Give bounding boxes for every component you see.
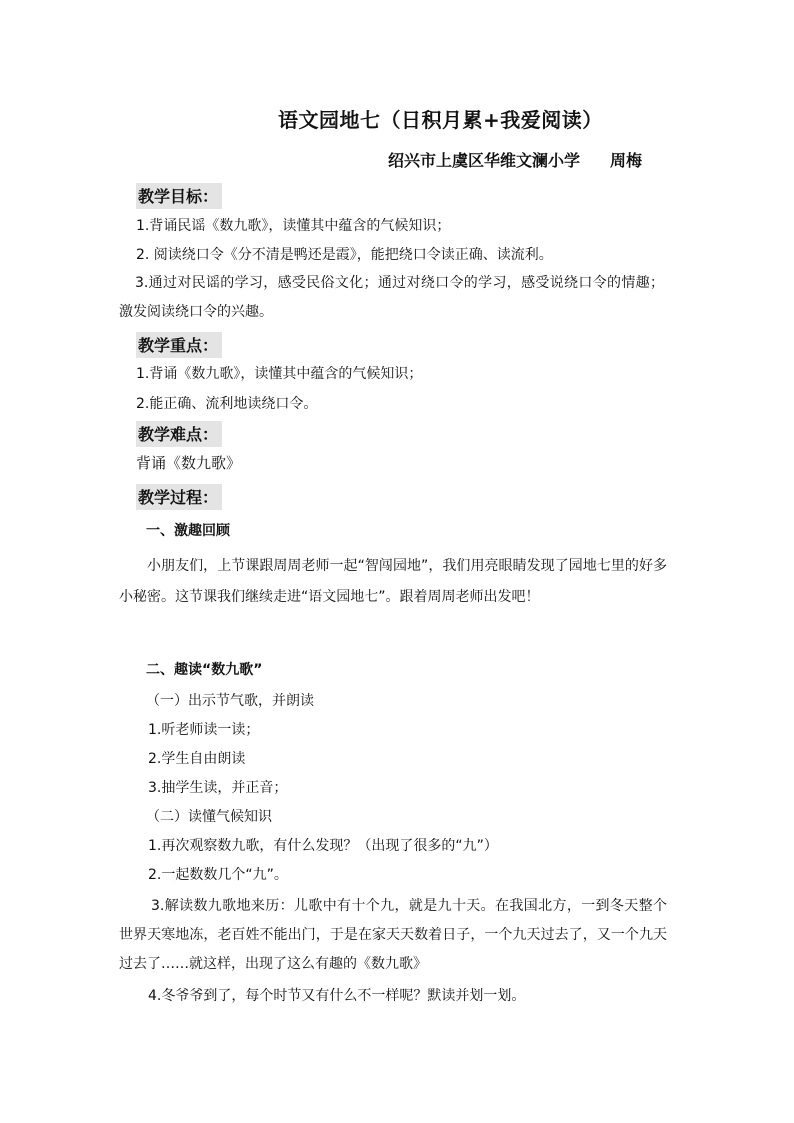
goals-heading: 教学目标： — [136, 183, 222, 209]
goal-item-2: 2. 阅读绕口令《分不清是鸭还是霞》，能把绕口令读正确、读流利。 — [136, 247, 553, 263]
author-line — [388, 148, 642, 171]
part2-sub1-step-2: 2.学生自由朗读 — [148, 751, 246, 767]
part2-sub2-step-4: 4.冬爷爷到了，每个时节又有什么不一样呢？默读并划一划。 — [148, 988, 526, 1004]
part2-sub1-title: （一）出示节气歌，并朗读 — [146, 693, 314, 709]
goal-item-1: 1.背诵民谣《数九歌》，读懂其中蕴含的气候知识； — [136, 218, 451, 234]
part2-sub2-step-3: 3.解读数九歌地来历：儿歌中有十个九，就是九十天。在我国北方，一到冬天整个世界天寒地冻，老百姓不能出门，于是在家天天数着日子，一个九天过去了，又一个九天过去了……就这样，出现了这么有趣的《数九歌》 — [119, 898, 667, 972]
part2-sub1-step-3: 3.抽学生读，并正音； — [148, 780, 288, 796]
process-heading: 教学过程： — [136, 484, 222, 510]
key-point-item-1: 1.背诵《数九歌》，读懂其中蕴含的气候知识； — [136, 366, 423, 382]
part2-sub2-title: （二）读懂气候知识 — [146, 809, 272, 825]
part1-title: 一、激趣回顾 — [146, 523, 230, 539]
goal-item-3: 3.通过对民谣的学习，感受民俗文化；通过对绕口令的学习，感受说绕口令的情趣；激发阅读绕口令的兴趣。 — [119, 275, 664, 320]
key-point-item-2: 2.能正确、流利地读绕口令。 — [136, 396, 318, 412]
key-points-heading: 教学重点： — [136, 332, 222, 358]
difficulties-heading: 教学难点： — [136, 421, 222, 447]
part2-sub1-step-1: 1.听老师读一读； — [148, 722, 260, 738]
school-name: 绍兴市上虞区华维文澜小学 — [388, 151, 581, 170]
part2-sub2-step-1: 1.再次观察数九歌，有什么发现？（出现了很多的“九”） — [148, 838, 498, 854]
page-title: 语文园地七（日积月累+我爱阅读） — [278, 108, 603, 132]
teacher-name: 周梅 — [610, 151, 643, 170]
part2-sub2-step-2: 2.一起数数几个“九”。 — [148, 867, 288, 883]
difficulties-text: 背诵《数九歌》 — [136, 454, 242, 472]
part1-text: 小朋友们，上节课跟周周老师一起“智闯园地”，我们用亮眼睛发现了园地七里的好多小秘密。这节课我们继续走进“语文园地七”。跟着周周老师出发吧！ — [119, 558, 667, 605]
part2-title: 二、趣读“数九歌” — [146, 662, 263, 678]
